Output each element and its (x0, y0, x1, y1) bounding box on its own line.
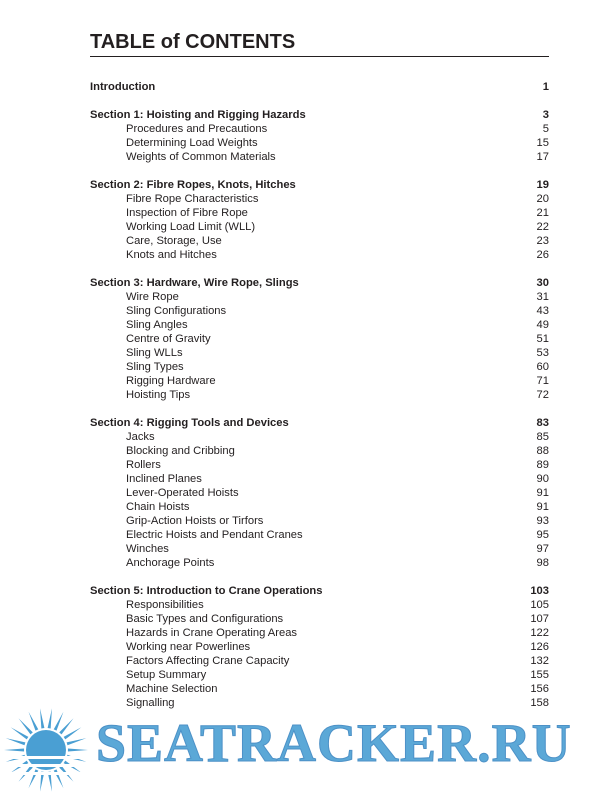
toc-entry-label: Sling Types (126, 361, 184, 373)
toc-subsection-item[interactable] (90, 318, 549, 332)
toc-subsection-item[interactable] (90, 542, 549, 556)
toc-entry-page: 72 (536, 389, 549, 401)
toc-entry-label: Inclined Planes (126, 473, 202, 485)
toc-entry-page: 88 (536, 445, 549, 457)
toc-entry-page: 5 (542, 123, 549, 135)
toc-entry-label: Winches (126, 543, 169, 555)
toc-entry-label: Section 3: Hardware, Wire Rope, Slings (90, 277, 299, 289)
toc-subsection-item[interactable] (90, 346, 549, 360)
toc-entry-label: Signalling (126, 697, 175, 709)
toc-subsection-item[interactable] (90, 500, 549, 514)
toc-entry-page: 53 (536, 347, 549, 359)
section-spacer (90, 164, 549, 178)
toc-entry-label: Lever-Operated Hoists (126, 487, 239, 499)
toc-entry-page: 155 (530, 669, 549, 681)
toc-entry-page: 31 (536, 291, 549, 303)
toc-section-2[interactable] (90, 178, 549, 192)
toc-entry-label: Blocking and Cribbing (126, 445, 235, 457)
toc-subsection-item[interactable] (90, 640, 549, 654)
toc-subsection-item[interactable] (90, 430, 549, 444)
toc-entry-page: 1 (542, 81, 549, 93)
toc-entry-page: 91 (536, 501, 549, 513)
toc-entry-label: Hazards in Crane Operating Areas (126, 627, 298, 639)
toc-entry-page: 51 (536, 333, 549, 345)
toc-subsection-item[interactable] (90, 206, 549, 220)
toc-entry-page: 98 (536, 557, 549, 569)
toc-subsection-item[interactable] (90, 122, 549, 136)
toc-subsection-item[interactable] (90, 682, 549, 696)
toc-entry-label: Section 5: Introduction to Crane Operations (90, 585, 323, 597)
toc-entry-page: 49 (536, 319, 549, 331)
title-rule (90, 56, 549, 57)
toc-section-1[interactable] (90, 108, 549, 122)
toc-entry-page: 95 (536, 529, 549, 541)
toc-subsection-item[interactable] (90, 332, 549, 346)
section-spacer (90, 402, 549, 416)
toc-entry-label: Machine Selection (126, 683, 218, 695)
toc-entry-page: 71 (536, 375, 549, 387)
toc-subsection-item[interactable] (90, 360, 549, 374)
toc-entry-label: Weights of Common Materials (126, 151, 276, 163)
toc-entry-page: 93 (536, 515, 549, 527)
toc-entry-label: Chain Hoists (126, 501, 190, 513)
toc-entry-label: Basic Types and Configurations (126, 613, 284, 625)
toc-entry-page: 158 (530, 697, 549, 709)
toc-subsection-item[interactable] (90, 514, 549, 528)
toc-entry-label: Determining Load Weights (126, 137, 258, 149)
section-spacer (90, 94, 549, 108)
toc-entry-page: 122 (530, 627, 549, 639)
toc-subsection-item[interactable] (90, 556, 549, 570)
toc-subsection-item[interactable] (90, 444, 549, 458)
toc-entry-label: Inspection of Fibre Rope (126, 207, 248, 219)
toc-entry-label: Wire Rope (126, 291, 179, 303)
watermark-text: SEATRACKER.RU (96, 713, 572, 773)
toc-entry-page: 89 (536, 459, 549, 471)
toc-entry-page: 22 (536, 221, 549, 233)
section-spacer (90, 570, 549, 584)
toc-entry-page: 85 (536, 431, 549, 443)
toc-section-4[interactable] (90, 416, 549, 430)
toc-entry-introduction[interactable] (90, 80, 549, 94)
toc-subsection-item[interactable] (90, 234, 549, 248)
toc-entry-label: Fibre Rope Characteristics (126, 193, 259, 205)
toc-subsection-item[interactable] (90, 220, 549, 234)
toc-entry-label: Jacks (126, 431, 155, 443)
page-title: TABLE of CONTENTS (90, 31, 296, 53)
toc-entry-label: Working Load Limit (WLL) (126, 221, 256, 233)
toc-entry-label: Electric Hoists and Pendant Cranes (126, 529, 303, 541)
toc-subsection-item[interactable] (90, 374, 549, 388)
toc-subsection-item[interactable] (90, 668, 549, 682)
toc-subsection-item[interactable] (90, 290, 549, 304)
toc-subsection-item[interactable] (90, 654, 549, 668)
toc-entry-page: 19 (536, 179, 549, 191)
section-spacer (90, 262, 549, 276)
toc-entry-page: 97 (536, 543, 549, 555)
toc-entry-page: 21 (536, 207, 549, 219)
toc-entry-label: Section 2: Fibre Ropes, Knots, Hitches (90, 179, 296, 191)
toc-entry-page: 26 (536, 249, 549, 261)
toc-entry-label: Introduction (90, 81, 156, 93)
toc-entry-page: 3 (542, 109, 549, 121)
toc-entry-page: 15 (536, 137, 549, 149)
toc-entry-page: 156 (530, 683, 549, 695)
toc-subsection-item[interactable] (90, 472, 549, 486)
toc-entry-page: 43 (536, 305, 549, 317)
toc-entry-label: Sling Angles (126, 319, 188, 331)
toc-entry-page: 91 (536, 487, 549, 499)
toc-entry-page: 132 (530, 655, 549, 667)
toc-subsection-item[interactable] (90, 248, 549, 262)
toc-entry-page: 23 (536, 235, 549, 247)
toc-subsection-item[interactable] (90, 136, 549, 150)
toc-entry-label: Sling WLLs (126, 347, 183, 359)
toc-entry-label: Rigging Hardware (126, 375, 216, 387)
toc-entry-label: Hoisting Tips (126, 389, 191, 401)
toc-entry-label: Section 1: Hoisting and Rigging Hazards (90, 109, 306, 121)
toc-subsection-item[interactable] (90, 486, 549, 500)
toc-entry-page: 83 (536, 417, 549, 429)
toc-entry-label: Working near Powerlines (126, 641, 251, 653)
toc-subsection-item[interactable] (90, 528, 549, 542)
toc-entry-page: 90 (536, 473, 549, 485)
toc-entry-label: Care, Storage, Use (126, 235, 222, 247)
toc-entry-label: Anchorage Points (126, 557, 215, 569)
toc-entry-page: 126 (530, 641, 549, 653)
toc-entry-page: 30 (536, 277, 549, 289)
toc-subsection-item[interactable] (90, 458, 549, 472)
toc-subsection-item[interactable] (90, 598, 549, 612)
toc-entry-label: Section 4: Rigging Tools and Devices (90, 417, 289, 429)
toc-entry-label: Setup Summary (126, 669, 207, 681)
toc-subsection-item[interactable] (90, 304, 549, 318)
toc-entry-label: Responsibilities (126, 599, 204, 611)
toc-subsection-item[interactable] (90, 626, 549, 640)
toc-entry-label: Knots and Hitches (126, 249, 217, 261)
toc-entry-page: 103 (530, 585, 549, 597)
toc-entry-label: Centre of Gravity (126, 333, 211, 345)
toc-entry-page: 20 (536, 193, 549, 205)
toc-entry-label: Procedures and Precautions (126, 123, 268, 135)
toc-entry-page: 17 (536, 151, 549, 163)
toc-subsection-item[interactable] (90, 612, 549, 626)
toc-section-3[interactable] (90, 276, 549, 290)
table-of-contents (90, 80, 549, 710)
toc-subsection-item[interactable] (90, 150, 549, 164)
toc-subsection-item[interactable] (90, 192, 549, 206)
toc-entry-page: 107 (530, 613, 549, 625)
toc-subsection-item[interactable] (90, 388, 549, 402)
toc-entry-label: Factors Affecting Crane Capacity (126, 655, 290, 667)
toc-entry-label: Rollers (126, 459, 161, 471)
toc-entry-page: 105 (530, 599, 549, 611)
toc-entry-page: 60 (536, 361, 549, 373)
toc-entry-label: Sling Configurations (126, 305, 227, 317)
toc-entry-label: Grip-Action Hoists or Tirfors (126, 515, 264, 527)
toc-subsection-item[interactable] (90, 696, 549, 710)
toc-section-5[interactable] (90, 584, 549, 598)
